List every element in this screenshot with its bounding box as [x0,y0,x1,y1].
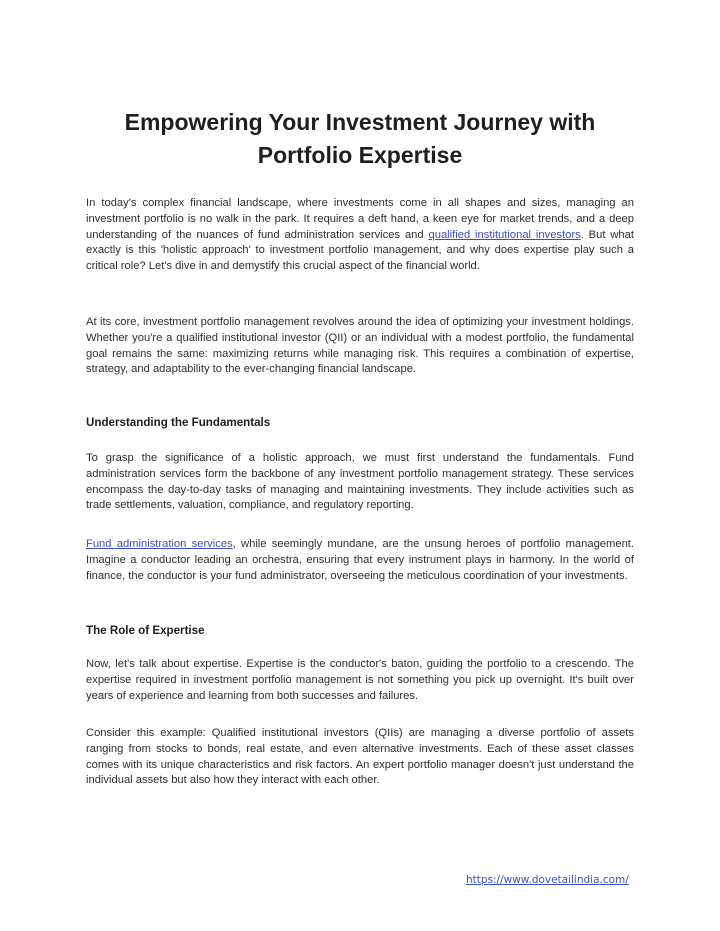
paragraph-fundamentals: To grasp the significance of a holistic approach, we must first understand the fundamentals. Fund administration services form the backbone of any investment portfolio management strategy. These services encompass the day-to-day tasks of managing and maintaining investments. They include activities such as trade settlements, valuation, compliance, and regulatory reporting. [86,452,634,512]
heading-understanding-fundamentals: Understanding the Fundamentals [86,416,271,429]
fund-administration-services-link[interactable]: Fund administration services [86,538,233,550]
qualified-institutional-investors-link[interactable]: qualified institutional investors [428,228,581,241]
paragraph-core: At its core, investment portfolio management revolves around the idea of optimizing your investment holdings. Whether you're a qualified institutional investor (QII) or an individual with a modest portfolio, the fundamental goal remains the same: maximizing returns while managing risk. This requires a combination of expertise, strategy, and adaptability to the ever-changing financial landscape. [86,316,634,376]
heading-role-of-expertise: The Role of Expertise [86,624,205,637]
document-title [60,106,660,172]
title-line-1: Empowering Your Investment Journey with [124,109,596,135]
paragraph-intro [86,196,634,275]
paragraph-expertise: Now, let's talk about expertise. Expertise is the conductor's baton, guiding the portfolio to a crescendo. The expertise required in investment portfolio management is not something you pick up overnight. It's built over years of experience and learning from both successes and failures. [86,658,634,702]
paragraph-intro-text-b: . But what exactly is this 'holistic approach' to investment portfolio management, and why does expertise play such a critical role? Let's dive in and demystify this crucial aspect of the financial world. [86,228,634,273]
paragraph-example: Consider this example: Qualified institutional investors (QIIs) are managing a diverse portfolio of assets ranging from stocks to bonds, real estate, and even alternative investments. Each of these asset classes comes with its unique characteristics and risk factors. An expert portfolio manager doesn't just understand the individual assets but also how they interact with each other. [86,727,634,787]
paragraph-intro-text-a: In today's complex financial landscape, where investments come in all shapes and sizes, managing an investment portfolio is no walk in the park. It requires a deft hand, a keen eye for market trends, and a deep understanding of the nuances of fund administration services and [86,197,634,241]
paragraph-fund-administration-text: , while seemingly mundane, are the unsung heroes of portfolio management. Imagine a conductor leading an orchestra, ensuring that every instrument plays in harmony. In the world of finance, the conductor is your fund administrator, overseeing the meticulous coordination of your investments. [86,538,635,582]
paragraph-fund-administration [86,537,634,584]
footer-url-link[interactable]: https://www.dovetailindia.com/ [466,874,629,886]
title-line-2: Portfolio Expertise [257,142,463,168]
